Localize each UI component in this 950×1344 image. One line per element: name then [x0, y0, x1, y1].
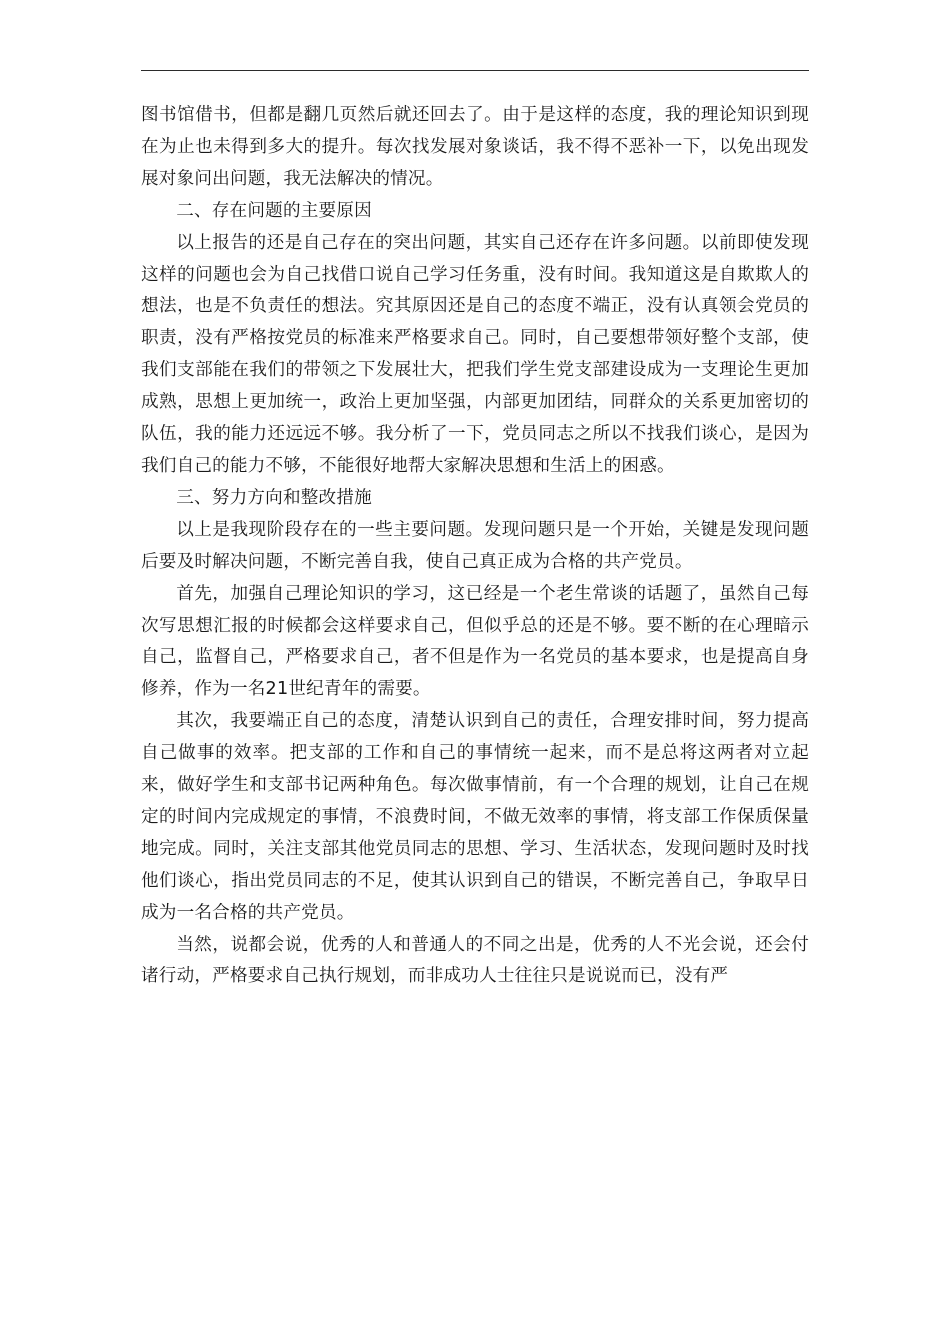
paragraph-second-measure: 其次，我要端正自己的态度，清楚认识到自己的责任，合理安排时间，努力提高自己做事的效率。把支部的工作和自己的事情统一起来，而不是总将这两者对立起来，做好学生和支部书记两种角色。每次做事情前，有一个合理的规划，让自己在规定的时间内完成规定的事情，不浪费时间，不做无效率的事情，将支部工作保质保量地完成。同时，关注支部其他党员同志的思想、学习、生活状态，发现问题时及时找他们谈心，指出党员同志的不足，使其认识到自己的错误，不断完善自己，争取早日成为一名合格的共产党员。 — [141, 711, 809, 923]
section-heading-causes: 二、存在问题的主要原因 — [176, 200, 372, 221]
paragraph-measures-intro: 以上是我现阶段存在的一些主要问题。发现问题只是一个开始，关键是发现问题后要及时解决问题，不断完善自我，使自己真正成为合格的共产党员。 — [141, 519, 809, 572]
paragraph-conclusion: 当然，说都会说，优秀的人和普通人的不同之出是，优秀的人不光会说，还会付诸行动，严格要求自己执行规划，而非成功人士往往只是说说而已，没有严 — [141, 934, 809, 987]
paragraph-first-measure: 首先，加强自己理论知识的学习，这已经是一个老生常谈的话题了，虽然自己每次写思想汇报的时候都会这样要求自己，但似乎总的还是不够。要不断的在心理暗示自己，监督自己，严格要求自己，者不但是作为一名党员的基本要求，也是提高自身修养，作为一名21世纪青年的需要。 — [141, 583, 809, 700]
header-rule — [141, 70, 809, 71]
document-body — [141, 100, 809, 993]
paragraph-continuation: 图书馆借书，但都是翻几页然后就还回去了。由于是这样的态度，我的理论知识到现在为止也未得到多大的提升。每次找发展对象谈话，我不得不恶补一下，以免出现发展对象问出问题，我无法解决的情况。 — [141, 105, 809, 189]
paragraph-causes: 以上报告的还是自己存在的突出问题，其实自己还存在许多问题。以前即使发现这样的问题也会为自己找借口说自己学习任务重，没有时间。我知道这是自欺欺人的想法，也是不负责任的想法。究其原因还是自己的态度不端正，没有认真领会党员的职责，没有严格按党员的标准来严格要求自己。同时，自己要想带领好整个支部，使我们支部能在我们的带领之下发展壮大，把我们学生党支部建设成为一支理论生更加成熟，思想上更加统一，政治上更加坚强，内部更加团结，同群众的关系更加密切的队伍，我的能力还远远不够。我分析了一下，党员同志之所以不找我们谈心，是因为我们自己的能力不够，不能很好地帮大家解决思想和生活上的困惑。 — [141, 232, 809, 476]
section-heading-measures: 三、努力方向和整改措施 — [176, 487, 372, 508]
